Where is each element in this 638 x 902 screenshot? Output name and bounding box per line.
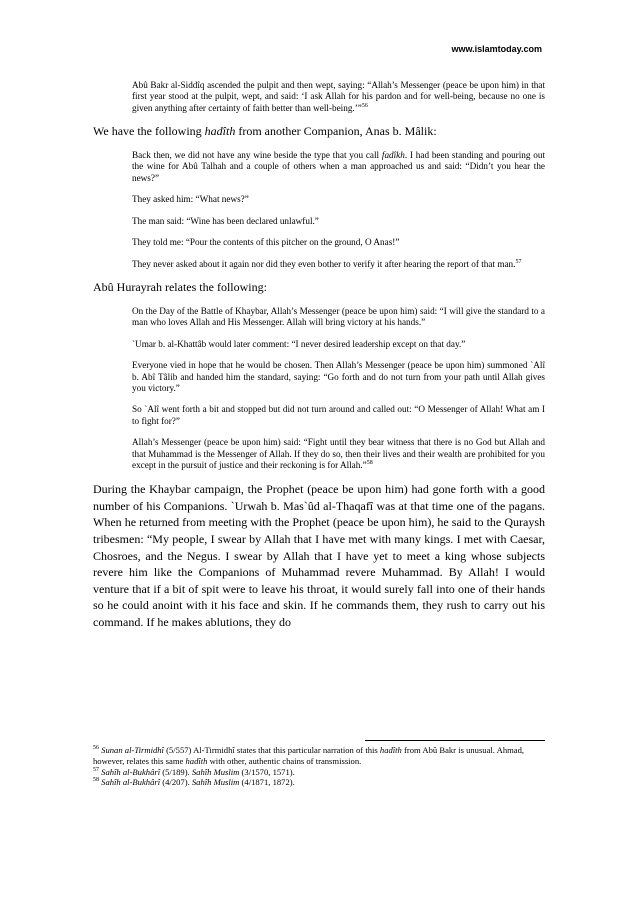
footnote-ref[interactable]: 57: [515, 258, 522, 265]
quote-paragraph: The man said: “Wine has been declared unlawful.”: [132, 215, 319, 226]
narration-heading-2: Abû Hurayrah relates the following:: [93, 280, 267, 295]
body-paragraph: During the Khaybar campaign, the Prophet (peace be upon him) had gone forth with a good number of his Companions. `Urwah b. Mas`ûd al-Thaqafî was at that time one of the pagans. When he returned from meeting with the Prophet (peace be upon him), he said to the Quraysh tribesmen: “My people, I swear by Allah that I have met with many kings. I met with Caesar, Chosroes, and the Negus. I swear by Allah that I have yet to meet a king whose subjects revere him like the Companions of Muhammad revere Muhammad. By Allah! I would venture that if a bit of spit were to leave his throat, it would surely fall into one of their hands so he could anoint with it his face and skin. If he commands them, they rush to carry out his command. If he makes ablutions, they do: [93, 482, 545, 630]
site-header: www.islamtoday.com: [451, 44, 542, 54]
quote-block-3: [132, 306, 545, 471]
footnote-57: $^{57}$ Sahîh al-Bukhârî (5/189). Sahîh Muslim (3/1570, 1571).: [93, 766, 295, 777]
narration-heading-1: We have the following hadîth from another Companion, Anas b. Mâlik:: [93, 124, 437, 139]
quote-paragraph: So `Alî went forth a bit and stopped but did not turn around and called out: “O Messenger of Allah! What am I to fight for?”: [132, 404, 545, 426]
footnote-56: $^{56}$ Sunan al-Tirmidhî (5/557) Al-Tirmidhî states that this particular narration of this hadîth from Abû Bakr is unusual. Ahmad, however, relates this same hadîth with other, authentic chains of transmission.: [93, 745, 525, 766]
main-content: [93, 80, 545, 631]
quote-paragraph: They asked him: “What news?”: [132, 194, 249, 205]
quote-paragraph: Everyone vied in hope that he would be chosen. Then Allah’s Messenger (peace be upon him) summoned `Alî b. Abî Tâlib and handed him the standard, saying: “Go forth and do not turn from your path until Allah gives you victory.”: [132, 360, 545, 393]
footnote-58: $^{58}$ Sahîh al-Bukhârî (4/207). Sahîh Muslim (4/1871, 1872).: [93, 777, 295, 788]
footnote-ref[interactable]: 56: [361, 102, 368, 109]
footnote-ref[interactable]: 58: [366, 459, 373, 466]
quote-paragraph: They told me: “Pour the contents of this pitcher on the ground, O Anas!”: [132, 237, 400, 248]
quote-paragraph: Back then, we did not have any wine beside the type that you call fadîkh. I had been standing and pouring out the wine for Abû Talhah and a couple of others when a man approached us and said: “Didn’t you hear the news?”: [132, 150, 545, 183]
quote-paragraph: On the Day of the Battle of Khaybar, Allah’s Messenger (peace be upon him) said: “I will give the standard to a man who loves Allah and His Messenger. Allah will bring victory at his hands.”: [132, 306, 545, 328]
quote-paragraph: They never asked about it again nor did they even bother to verify it after hearing the report of that man.$^{57}$: [132, 258, 522, 269]
footnotes: [93, 745, 545, 788]
quote-paragraph: `Umar b. al-Khattâb would later comment: “I never desired leadership except on that day.”: [132, 338, 466, 349]
quote-paragraph: Allah’s Messenger (peace be upon him) said: “Fight until they bear witness that there is no God but Allah and that Muhammad is the Messenger of Allah. If they do so, then their lives and their wealth are prohibited for you except in the pursuit of justice and their reckoning is for Allah.”$^{58}$: [132, 437, 545, 470]
quote-block-2: [132, 150, 545, 270]
quote-block-1: [132, 80, 545, 114]
quote-paragraph: Abû Bakr al-Siddîq ascended the pulpit and then wept, saying: “Allah’s Messenger (peace be upon him) in that first year stood at the pulpit, wept, and said: ‘I ask Allah for his pardon and for well-being, because no one is given anything after certainty of faith better than well-being.’”$^{56}$: [132, 80, 545, 113]
footnote-divider: [365, 740, 545, 741]
